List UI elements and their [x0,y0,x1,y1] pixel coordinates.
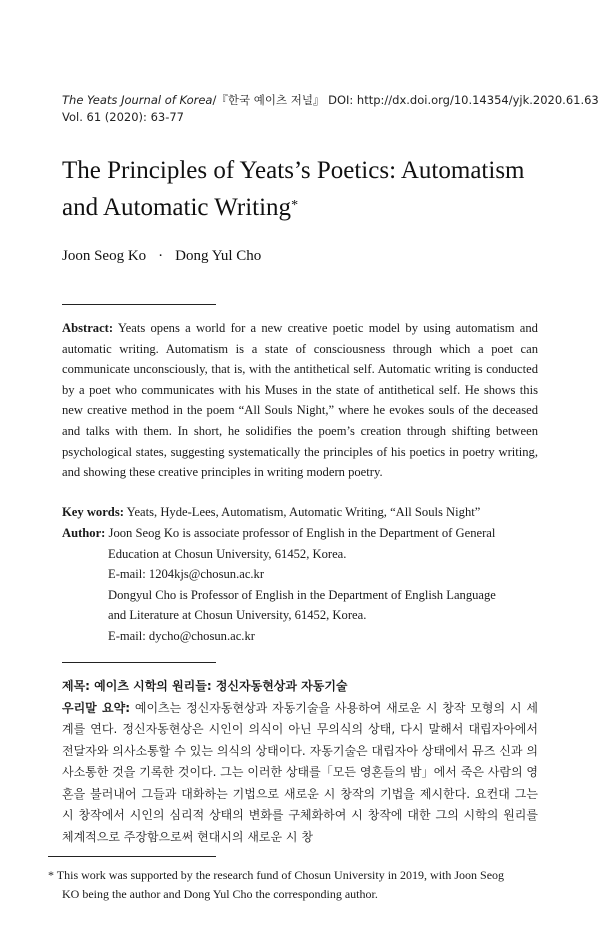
author-email-2: E-mail: dycho@chosun.ac.kr [108,628,255,643]
title-line-2: and Automatic Writing [62,194,292,221]
author-1: Joon Seog Ko [62,248,147,264]
author-separator: · [158,248,164,264]
journal-volume: Vol. 61 (2020): 63-77 [62,110,184,124]
title-line-1: The Principles of Yeats’s Poetics: Automatism [62,157,525,184]
author-info-label: Author: [62,526,106,540]
korean-summary [62,698,538,849]
divider-middle [62,662,216,663]
korean-title: 제목: 예이츠 시학의 원리들: 정신자동현상과 자동기술 [62,679,348,693]
footnote [48,866,540,904]
author-info-line-4: Dongyul Cho is Professor of English in the Department of English Language [108,587,496,602]
footnote-divider [48,856,216,857]
abstract-text: Yeats opens a world for a new creative poetic model by using automatism and automatic writing. Automatism is a state of consciousness through which a poet can communicate unconsciously, that is, with the antithetical self. Automatic writing is conducted by a poet who communicates with his Muses in the state of antithetical self. He shows this new creative method in the poem “All Souls Night,” where he evokes souls of the deceased and talks with them. In short, he solidifies the poem’s creation through shifting between psychological states, suggesting systematically the principles of his poetics in poetry writing, and showing these creative principles in writing modern poetry. [62,321,538,480]
author-info-line-2: Education at Chosun University, 61452, Korea. [108,546,347,561]
korean-summary-label: 우리말 요약: [62,700,130,715]
paper-title [62,152,562,226]
abstract-label: Abstract: [62,321,114,335]
journal-name: The Yeats Journal of Korea [62,93,213,107]
keywords [62,502,538,523]
keywords-label: Key words: [62,505,124,519]
author-2: Dong Yul Cho [175,248,262,264]
divider-top [62,304,216,305]
author-info-line-1: Joon Seog Ko is associate professor of English in the Department of General [108,526,496,540]
title-footnote-mark: * [291,198,299,213]
keywords-text: Yeats, Hyde-Lees, Automatism, Automatic Writing, “All Souls Night” [126,505,481,519]
author-info [62,523,538,647]
korean-abstract [62,676,538,848]
journal-korean-doi: /『한국 예이츠 저널』 DOI: http://dx.doi.org/10.14354/yjk.2020.61.63 [212,93,599,107]
author-email-1: E-mail: 1204kjs@chosun.ac.kr [108,567,265,582]
footnote-line-2: KO being the author and Dong Yul Cho the corresponding author. [62,887,378,901]
journal-citation [62,92,599,109]
abstract [62,318,538,483]
footnote-line-1: * This work was supported by the research fund of Chosun University in 2019, with Joon Seog [48,868,505,882]
author-names [62,248,261,265]
korean-summary-text: 예이츠는 정신자동현상과 자동기술을 사용하여 새로운 시 창작 모형의 시 세계를 연다. 정신자동현상은 시인이 의식이 아닌 무의식의 상태, 다시 말해서 대립자아에서 전달자와 의사소통할 수 있는 의식의 상태이다. 자동기술은 대립자아 상태에서 뮤즈 신과 의사소통한 것을 기록한 것이다. 그는 이러한 상태를「모든 영혼들의 밤」에서 죽은 사람의 영혼을 불러내어 그들과 대화하는 기법으로 새로운 시 창작의 기법을 제시한다. 요컨대 그는 시 창작에서 시인의 심리적 상태의 변화를 구체화하여 시 창작에 대한 그의 시학의 원리를 체계적으로 주장함으로써 현대시의 새로운 시 창 [62,700,539,844]
author-info-line-5: and Literature at Chosun University, 61452, Korea. [108,608,367,623]
journal-header [62,92,599,126]
